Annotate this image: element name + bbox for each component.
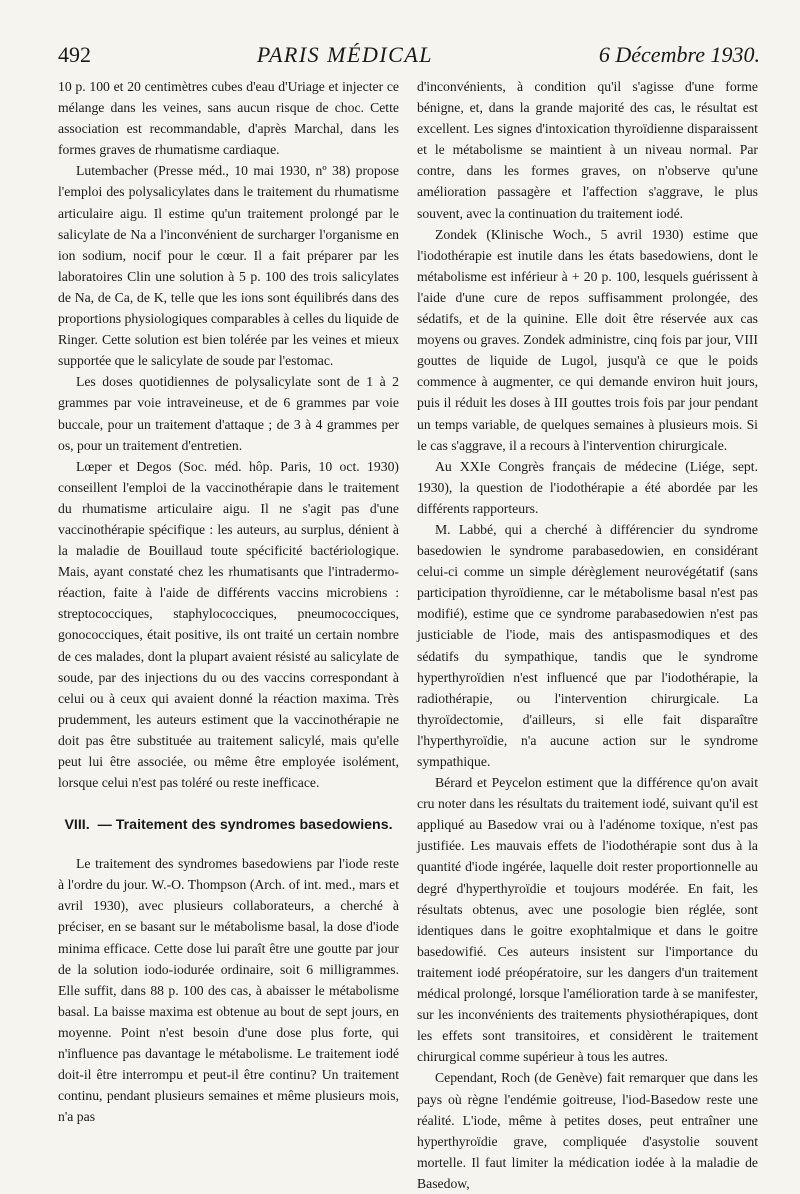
left-column — [58, 76, 399, 1194]
paragraph: Lœper et Degos (Soc. méd. hôp. Paris, 10 oct. 1930) conseillent l'emploi de la vaccinothérapie dans le traitement du rhumatisme articulaire aigu. Il ne s'agit pas d'une vaccinothérapie spécifique : les auteurs, au surplus, dénient à la maladie de Bouillaud toute spécificité bactériologique. Mais, ayant constaté chez les rhumatisants que l'intradermo-réaction, faite à l'aide de différents vaccins microbiens : streptococciques, staphylococciques, pneumococciques, gonococciques, était positive, ils ont traité un certain nombre de ces malades, dont la plupart avaient résisté au salicylate de soude, par des injections du ou des vaccins correspondant à celui ou à ceux qui avaient donné la réaction maxima. Très prudemment, les auteurs estiment que la vaccinothérapie ne doit pas être substituée au traitement salicylé, mais qu'elle peut lui être associée, ou même être employée isolément, lorsque celui n'est pas toléré ou reste inefficace. — [58, 458, 399, 791]
paragraph: Les doses quotidiennes de polysalicylate sont de 1 à 2 grammes par voie intraveineuse, et de 6 grammes par voie buccale, pour un traitement d'attaque ; de 3 à 4 grammes per os, pour un traitement d'entretien. — [58, 374, 399, 453]
paragraph: Lutembacher (Presse méd., 10 mai 1930, nº 38) propose l'emploi des polysalicylates dans le traitement du rhumatisme articulaire aigu. Il estime qu'un traitement prolongé par le salicylate de Na a l'inconvénient de surcharger l'organisme en ion sodium, nocif pour le cœur. Il a fait préparer par les laboratoires Clin une solution à 5 p. 100 des trois salicylates de Na, de Ca, de K, telle que les ions sont équilibrés dans des proportions physiologiques comparables à celles du liquide de Ringer. Cette solution est bien tolérée par les veines et mieux supportée que le salicylate de soude par l'estomac. — [58, 163, 399, 369]
paragraph: Zondek (Klinische Woch., 5 avril 1930) estime que l'iodothérapie est inutile dans les états basedowiens, dont le métabolisme est inférieur à + 20 p. 100, lesquels guérissent à l'aide d'une cure de repos suffisamment prolongée, des sédatifs, et de la quinine. Elle doit être réservée aux cas moyens ou graves. Zondek administre, cinq fois par jour, VIII gouttes de liquide de Lugol, jusqu'à ce que le poids commence à augmenter, ce qui demande environ huit jours, puis il réduit les doses à III gouttes trois fois par jour pendant un temps variable, de quelques semaines à plusieurs mois. Si le cas s'aggrave, il a recours à l'intervention chirurgicale. — [417, 226, 758, 453]
right-column — [417, 76, 758, 1194]
paragraph: Le traitement des syndromes basedowiens par l'iode reste à l'ordre du jour. W.-O. Thompson (Arch. of int. med., mars et avril 1930), avec plusieurs collaborateurs, a cherché à préciser, en se basant sur le métabolisme basal, la dose d'iode minima efficace. Cette dose lui paraît être une goutte par jour de la solution iodo-iodurée ordinaire, soit 6 milligrammes. Elle suffit, dans 88 p. 100 des cas, à abaisser le métabolisme basal. La baisse maxima est obtenue au bout de sept jours, en moyenne. Point n'est besoin d'une dose plus forte, qui n'influence pas davantage le métabolisme. Le traitement iodé doit-il être interrompu et peut-il être continu? Un traitement continu, pendant plusieurs semaines et même plusieurs mois, n'a pas — [58, 856, 399, 1125]
running-header — [58, 42, 760, 72]
text-columns — [58, 76, 760, 1194]
section-number: VIII. — [64, 817, 90, 834]
journal-title: PARIS MÉDICAL — [256, 42, 434, 67]
section-title: — Traitement des syndromes basedowiens. — [97, 817, 393, 834]
paragraph: Au XXIe Congrès français de médecine (Liége, sept. 1930), la question de l'iodothérapie a été abordée par les différents rapporteurs. — [417, 458, 758, 516]
paragraph: Bérard et Peycelon estiment que la différence qu'on avait cru noter dans les résultats du traitement iodé, suivant qu'il est appliqué au Basedow vrai ou à l'adénome toxique, n'est pas justifiée. Les mauvais effets de l'iodothérapie sont dus à la quantité d'iode ingérée, laquelle doit rester proportionnelle au degré d'hyperthyroïdie et toujours modérée. En fait, les résultats obtenus, avec une posologie bien réglée, sont identiques dans le goitre exophtalmique et dans le goitre basedowifié. Ces auteurs insistent sur l'importance du traitement iodé préopératoire, sur les dangers d'un traitement médical prolongé, lorsque l'amélioration tarde à se manifester, sur les inconvénients des traitements physiothérapiques, dont les effets sont transitoires, et considèrent le traitement chirurgical comme supérieur à tous les autres. — [417, 775, 758, 1065]
paragraph: d'inconvénients, à condition qu'il s'agisse d'une forme bénigne, et, dans la grande majorité des cas, le résultat est excellent. Les signes d'intoxication thyroïdienne disparaissent et le métabolisme se maintient à un niveau normal. Par contre, dans les formes graves, on n'observe qu'une amélioration passagère et l'affection s'aggrave, le plus souvent, avec la continuation du traitement iodé. — [417, 79, 758, 221]
paragraph: M. Labbé, qui a cherché à différencier du syndrome basedowien le syndrome parabasedowien, en considérant celui-ci comme un simple dérèglement neurovégétatif (sans participation thyroïdienne, car le métabolisme basal n'est pas modifié), estime que ce syndrome parabasedowien n'est pas justiciable de l'iode, mais des antispasmodiques et des sédatifs du sympathique, tandis que le syndrome hyperthyroïdien n'est influencé que par l'iodothérapie, la radiothérapie, ou l'intervention chirurgicale. La thyroïdectomie, d'ailleurs, si elle fait disparaître l'hyperthyroïdie, n'a aucune action sur le syndrome sympathique. — [417, 521, 758, 769]
section-heading — [62, 815, 395, 835]
issue-date: 6 Décembre 1930. — [598, 42, 760, 67]
paragraph: 10 p. 100 et 20 centimètres cubes d'eau d'Uriage et injecter ce mélange dans les veines, sans aucun risque de choc. Cette association est recommandable, d'après Marchal, dans les formes graves de rhumatisme cardiaque. — [58, 79, 399, 158]
paragraph: Cependant, Roch (de Genève) fait remarquer que dans les pays où règne l'endémie goitreuse, l'iod-Basedow reste une réalité. L'iode, même à petites doses, peut entraîner une hyperthyroïdie grave, compliquée d'asystolie souvent mortelle. Il faut limiter la médication iodée à la maladie de Basedow, — [417, 1070, 758, 1191]
page-number: 492 — [58, 42, 91, 67]
